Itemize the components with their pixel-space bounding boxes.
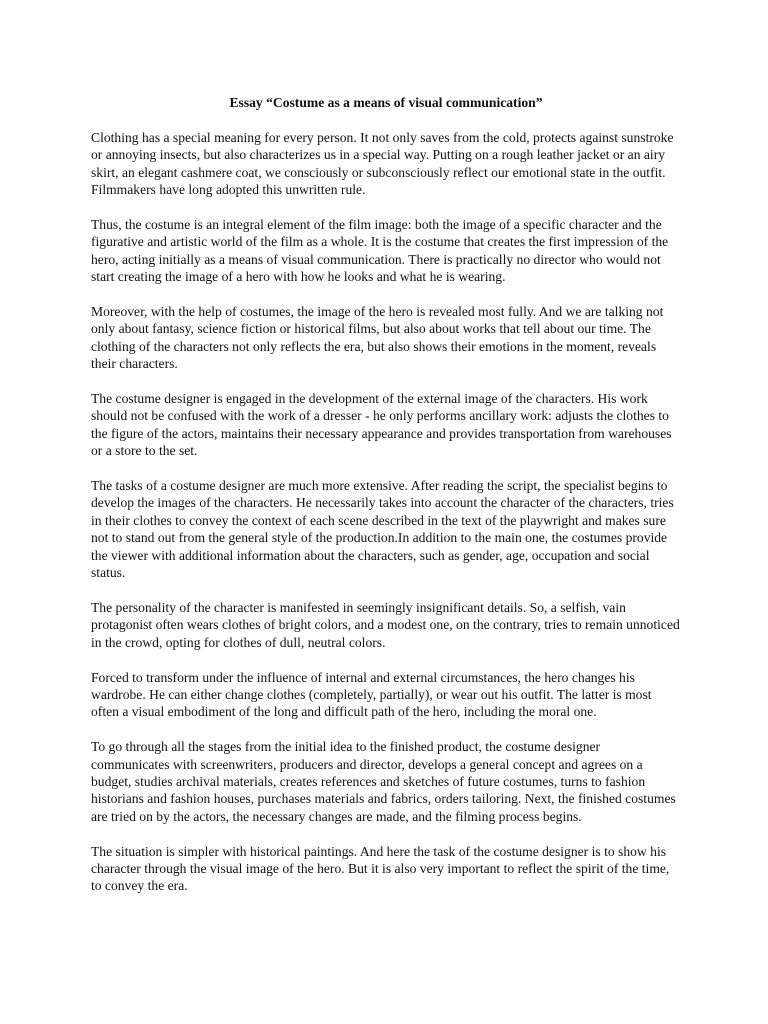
paragraph-2: Thus, the costume is an integral element of the film image: both the image of a specific character and the figurative and artistic world of the film as a whole. It is the costume that creates the first impression of the hero, acting initially as a means of visual communication. There is practically no director who would not start creating the image of a hero with how he looks and what he is wearing. xyxy=(91,217,669,285)
paragraph-5: The tasks of a costume designer are much more extensive. After reading the script, the specialist begins to develop the images of the characters. He necessarily takes into account the character of the characters, tries in their clothes to convey the context of each scene described in the text of the playwright and makes sure not to stand out from the general style of the production.In addition to the main one, the costumes provide the viewer with additional information about the characters, such as gender, age, occupation and social status. xyxy=(91,478,674,581)
paragraph-7: Forced to transform under the influence of internal and external circumstances, the hero changes his wardrobe. He can either change clothes (completely, partially), or wear out his outfit. The latter is most often a visual embodiment of the long and difficult path of the hero, including the moral one. xyxy=(91,669,652,720)
essay-body xyxy=(91,94,681,912)
essay-title: Essay “Costume as a means of visual communication” xyxy=(229,95,543,110)
paragraph-3: Moreover, with the help of costumes, the image of the hero is revealed most fully. And we are talking not only about fantasy, science fiction or historical films, but also about works that tell about our time. The clothing of the characters not only reflects the era, but also shows their emotions in the moment, reveals their characters. xyxy=(91,304,664,372)
paragraph-6: The personality of the character is manifested in seemingly insignificant details. So, a selfish, vain protagonist often wears clothes of bright colors, and a modest one, on the contrary, tries to remain unnoticed in the crowd, opting for clothes of dull, neutral colors. xyxy=(91,599,680,650)
paragraph-1: Clothing has a special meaning for every person. It not only saves from the cold, protects against sunstroke or annoying insects, but also characterizes us in a special way. Putting on a rough leather jacket or an airy skirt, an elegant cashmere coat, we consciously or subconsciously reflect our emotional state in the outfit. Filmmakers have long adopted this unwritten rule. xyxy=(91,130,674,198)
paragraph-8: To go through all the stages from the initial idea to the finished product, the costume designer communicates with screenwriters, producers and director, develops a general concept and agrees on a budget, studies archival materials, creates references and sketches of future costumes, turns to fashion historians and fashion houses, purchases materials and fabrics, orders tailoring. Next, the finished costumes are tried on by the actors, the necessary changes are made, and the filming process begins. xyxy=(91,739,676,824)
paragraph-4: The costume designer is engaged in the development of the external image of the characters. His work should not be confused with the work of a dresser - he only performs ancillary work: adjusts the clothes to the figure of the actors, maintains their necessary appearance and provides transportation from warehouses or a store to the set. xyxy=(91,391,672,459)
paragraph-9: The situation is simpler with historical paintings. And here the task of the costume designer is to show his character through the visual image of the hero. But it is also very important to reflect the spirit of the time, to convey the era. xyxy=(91,843,670,894)
